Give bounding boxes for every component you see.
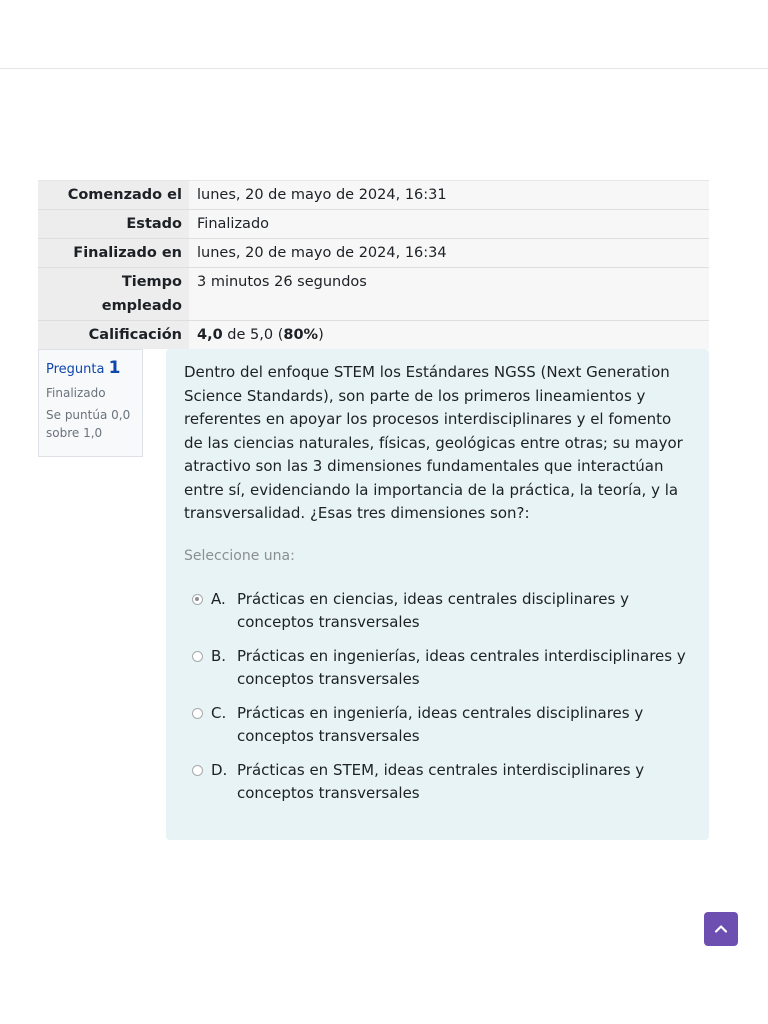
summary-value: lunes, 20 de mayo de 2024, 16:34 [189,239,709,268]
question-number [46,358,135,378]
summary-row-grade [38,321,709,350]
summary-label: Estado [38,210,189,239]
radio-button[interactable] [192,708,203,719]
summary-grade-value [189,321,709,350]
answer-text: Prácticas en STEM, ideas centrales interdisciplinares y conceptos transversales [237,760,645,802]
summary-label: Finalizado en [38,239,189,268]
grade-of-text: de 5,0 ( [222,327,284,343]
scroll-to-top-button[interactable] [704,912,738,946]
answer-prompt: Seleccione una: [184,547,295,564]
answer-text: Prácticas en ingenierías, ideas centrales interdisciplinares y conceptos transversales [237,646,686,688]
answer-option-a[interactable] [184,588,691,635]
top-navbar [0,0,768,69]
question-info-box [38,349,143,457]
question-number-prefix: Pregunta [46,362,109,377]
question-state: Finalizado [46,386,106,400]
chevron-up-icon [713,921,729,937]
answer-option-c[interactable] [184,702,691,749]
summary-row-state [38,210,709,239]
grade-percent: 80% [283,327,319,343]
summary-value: 3 minutos 26 segundos [189,268,709,321]
radio-button-selected[interactable] [192,594,203,605]
answer-list [184,588,691,806]
attempt-summary-table [38,180,709,349]
question-number-value: 1 [108,358,121,378]
summary-row-time-taken [38,268,709,321]
summary-row-finished [38,239,709,268]
summary-value: Finalizado [189,210,709,239]
answer-letter: D. [211,760,228,779]
summary-label: Calificación [38,321,189,350]
summary-label: Comenzado el [38,181,189,210]
answer-letter: C. [211,703,227,722]
grade-score: 4,0 [197,327,223,343]
question-formulation [166,349,709,840]
summary-row-started [38,181,709,210]
grade-close: ) [318,327,324,343]
answer-text: Prácticas en ingeniería, ideas centrales disciplinares y conceptos transversales [237,703,644,745]
radio-button[interactable] [192,651,203,662]
answer-option-b[interactable] [184,645,691,692]
summary-value: lunes, 20 de mayo de 2024, 16:31 [189,181,709,210]
question-grade: Se puntúa 0,0 sobre 1,0 [46,408,131,440]
answer-option-d[interactable] [184,759,691,806]
summary-label: Tiempo empleado [38,268,189,321]
question-text: Dentro del enfoque STEM los Estándares NGSS (Next Generation Science Standards), son parte de los primeros lineamientos y referentes en apoyar los procesos interdisciplinares y el fomento de las ciencias naturales, físicas, geológicas entre otras; su mayor atractivo son las 3 dimensiones fundamentales que interactúan entre sí, evidenciando la importancia de la práctica, la teoría, y la transversalidad. ¿Esas tres dimensiones son?: [184,363,683,522]
radio-button[interactable] [192,765,203,776]
answer-letter: A. [211,589,226,608]
answer-letter: B. [211,646,227,665]
answer-text: Prácticas en ciencias, ideas centrales disciplinares y conceptos transversales [237,589,629,631]
